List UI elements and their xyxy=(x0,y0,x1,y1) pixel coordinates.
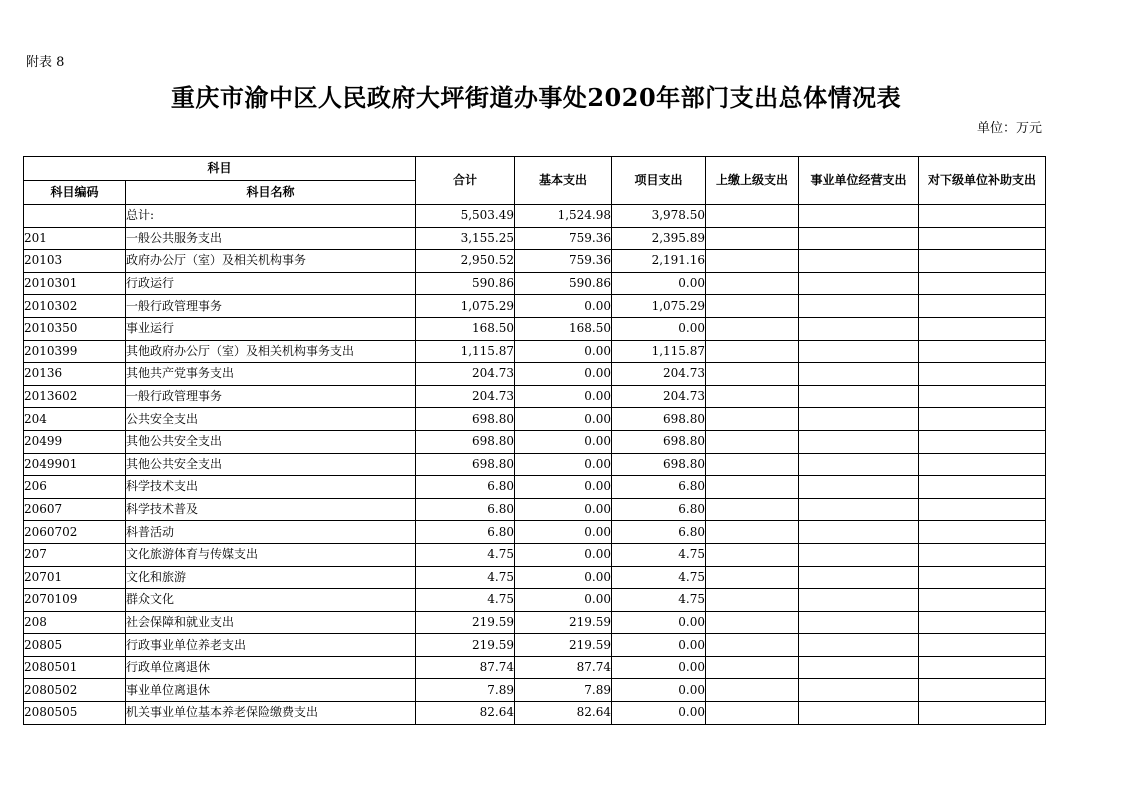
basic-cell: 219.59 xyxy=(515,634,612,657)
upper-cell xyxy=(706,430,799,453)
upper-cell xyxy=(706,340,799,363)
business-cell xyxy=(799,476,919,499)
table-row xyxy=(24,679,1046,702)
basic-cell: 0.00 xyxy=(515,408,612,431)
business-cell xyxy=(799,634,919,657)
subsidy-cell xyxy=(919,272,1046,295)
total-cell: 5,503.49 xyxy=(416,205,515,228)
basic-cell: 0.00 xyxy=(515,453,612,476)
project-cell: 204.73 xyxy=(612,363,706,386)
table-row xyxy=(24,430,1046,453)
subsidy-cell xyxy=(919,566,1046,589)
subsidy-cell xyxy=(919,679,1046,702)
upper-cell xyxy=(706,589,799,612)
subject-name-cell: 科普活动 xyxy=(126,521,416,544)
header-upper: 上缴上级支出 xyxy=(706,157,799,205)
header-business: 事业单位经营支出 xyxy=(799,157,919,205)
subject-code-cell: 2070109 xyxy=(24,589,126,612)
upper-cell xyxy=(706,227,799,250)
total-cell: 590.86 xyxy=(416,272,515,295)
basic-cell: 0.00 xyxy=(515,476,612,499)
project-cell: 0.00 xyxy=(612,611,706,634)
basic-cell: 0.00 xyxy=(515,430,612,453)
table-body xyxy=(24,205,1046,725)
project-cell: 204.73 xyxy=(612,385,706,408)
total-cell: 3,155.25 xyxy=(416,227,515,250)
business-cell xyxy=(799,589,919,612)
subject-code-cell: 2013602 xyxy=(24,385,126,408)
subject-code-cell: 20136 xyxy=(24,363,126,386)
subject-code-cell: 2010350 xyxy=(24,317,126,340)
project-cell: 0.00 xyxy=(612,656,706,679)
business-cell xyxy=(799,611,919,634)
total-cell: 698.80 xyxy=(416,408,515,431)
business-cell xyxy=(799,272,919,295)
upper-cell xyxy=(706,521,799,544)
total-cell: 219.59 xyxy=(416,634,515,657)
upper-cell xyxy=(706,453,799,476)
basic-cell: 759.36 xyxy=(515,227,612,250)
subsidy-cell xyxy=(919,317,1046,340)
subject-code-cell: 201 xyxy=(24,227,126,250)
basic-cell: 0.00 xyxy=(515,521,612,544)
subject-name-cell: 其他公共安全支出 xyxy=(126,453,416,476)
table-row xyxy=(24,272,1046,295)
upper-cell xyxy=(706,205,799,228)
subject-code-cell: 20805 xyxy=(24,634,126,657)
basic-cell: 82.64 xyxy=(515,702,612,725)
subject-name-cell: 行政单位离退休 xyxy=(126,656,416,679)
project-cell: 6.80 xyxy=(612,521,706,544)
subsidy-cell xyxy=(919,295,1046,318)
table-row xyxy=(24,385,1046,408)
total-cell: 6.80 xyxy=(416,521,515,544)
business-cell xyxy=(799,543,919,566)
basic-cell: 759.36 xyxy=(515,250,612,273)
total-cell: 698.80 xyxy=(416,453,515,476)
upper-cell xyxy=(706,634,799,657)
subject-name-cell: 一般行政管理事务 xyxy=(126,295,416,318)
total-cell: 4.75 xyxy=(416,566,515,589)
subsidy-cell xyxy=(919,453,1046,476)
table-row xyxy=(24,656,1046,679)
basic-cell: 0.00 xyxy=(515,295,612,318)
subsidy-cell xyxy=(919,430,1046,453)
basic-cell: 0.00 xyxy=(515,566,612,589)
upper-cell xyxy=(706,476,799,499)
basic-cell: 219.59 xyxy=(515,611,612,634)
project-cell: 6.80 xyxy=(612,476,706,499)
subject-name-cell: 一般行政管理事务 xyxy=(126,385,416,408)
total-cell: 6.80 xyxy=(416,476,515,499)
total-cell: 4.75 xyxy=(416,589,515,612)
project-cell: 3,978.50 xyxy=(612,205,706,228)
subject-name-cell: 科学技术支出 xyxy=(126,476,416,499)
basic-cell: 0.00 xyxy=(515,589,612,612)
business-cell xyxy=(799,679,919,702)
header-basic: 基本支出 xyxy=(515,157,612,205)
table-row xyxy=(24,453,1046,476)
header-subject-code: 科目编码 xyxy=(24,181,126,205)
subject-code-cell: 2010301 xyxy=(24,272,126,295)
business-cell xyxy=(799,521,919,544)
subject-name-cell: 机关事业单位基本养老保险缴费支出 xyxy=(126,702,416,725)
subsidy-cell xyxy=(919,543,1046,566)
subject-name-cell: 行政运行 xyxy=(126,272,416,295)
table-row xyxy=(24,634,1046,657)
total-cell: 4.75 xyxy=(416,543,515,566)
project-cell: 2,191.16 xyxy=(612,250,706,273)
business-cell xyxy=(799,340,919,363)
upper-cell xyxy=(706,566,799,589)
subject-code-cell xyxy=(24,205,126,228)
subject-name-cell: 事业运行 xyxy=(126,317,416,340)
header-subject: 科目 xyxy=(24,157,416,181)
subsidy-cell xyxy=(919,498,1046,521)
subject-code-cell: 2080501 xyxy=(24,656,126,679)
table-row xyxy=(24,363,1046,386)
upper-cell xyxy=(706,408,799,431)
table-row xyxy=(24,205,1046,228)
project-cell: 2,395.89 xyxy=(612,227,706,250)
project-cell: 4.75 xyxy=(612,566,706,589)
project-cell: 0.00 xyxy=(612,317,706,340)
subject-name-cell: 科学技术普及 xyxy=(126,498,416,521)
upper-cell xyxy=(706,363,799,386)
subject-code-cell: 2049901 xyxy=(24,453,126,476)
subject-name-cell: 文化旅游体育与传媒支出 xyxy=(126,543,416,566)
subject-code-cell: 20607 xyxy=(24,498,126,521)
project-cell: 698.80 xyxy=(612,430,706,453)
subject-name-cell: 总计: xyxy=(126,205,416,228)
upper-cell xyxy=(706,679,799,702)
business-cell xyxy=(799,385,919,408)
project-cell: 0.00 xyxy=(612,634,706,657)
total-cell: 7.89 xyxy=(416,679,515,702)
total-cell: 82.64 xyxy=(416,702,515,725)
subject-code-cell: 20499 xyxy=(24,430,126,453)
upper-cell xyxy=(706,250,799,273)
table-row xyxy=(24,250,1046,273)
business-cell xyxy=(799,453,919,476)
project-cell: 4.75 xyxy=(612,589,706,612)
subsidy-cell xyxy=(919,363,1046,386)
business-cell xyxy=(799,205,919,228)
subsidy-cell xyxy=(919,589,1046,612)
subsidy-cell xyxy=(919,227,1046,250)
basic-cell: 0.00 xyxy=(515,385,612,408)
total-cell: 1,115.87 xyxy=(416,340,515,363)
basic-cell: 0.00 xyxy=(515,498,612,521)
table-row xyxy=(24,589,1046,612)
total-cell: 2,950.52 xyxy=(416,250,515,273)
total-cell: 204.73 xyxy=(416,385,515,408)
table-row xyxy=(24,543,1046,566)
total-cell: 219.59 xyxy=(416,611,515,634)
total-cell: 1,075.29 xyxy=(416,295,515,318)
table-row xyxy=(24,295,1046,318)
basic-cell: 168.50 xyxy=(515,317,612,340)
project-cell: 698.80 xyxy=(612,453,706,476)
expenditure-table xyxy=(23,156,1046,725)
subject-name-cell: 政府办公厅（室）及相关机构事务 xyxy=(126,250,416,273)
table-row xyxy=(24,227,1046,250)
business-cell xyxy=(799,408,919,431)
subject-name-cell: 事业单位离退休 xyxy=(126,679,416,702)
subsidy-cell xyxy=(919,476,1046,499)
subject-name-cell: 一般公共服务支出 xyxy=(126,227,416,250)
business-cell xyxy=(799,363,919,386)
header-subject-name: 科目名称 xyxy=(126,181,416,205)
basic-cell: 1,524.98 xyxy=(515,205,612,228)
subject-code-cell: 2080505 xyxy=(24,702,126,725)
upper-cell xyxy=(706,498,799,521)
upper-cell xyxy=(706,272,799,295)
basic-cell: 590.86 xyxy=(515,272,612,295)
project-cell: 0.00 xyxy=(612,702,706,725)
table-row xyxy=(24,566,1046,589)
basic-cell: 0.00 xyxy=(515,363,612,386)
subject-name-cell: 行政事业单位养老支出 xyxy=(126,634,416,657)
subsidy-cell xyxy=(919,611,1046,634)
business-cell xyxy=(799,656,919,679)
business-cell xyxy=(799,430,919,453)
basic-cell: 0.00 xyxy=(515,543,612,566)
upper-cell xyxy=(706,611,799,634)
subsidy-cell xyxy=(919,205,1046,228)
subsidy-cell xyxy=(919,702,1046,725)
table-row xyxy=(24,340,1046,363)
basic-cell: 0.00 xyxy=(515,340,612,363)
subject-code-cell: 2060702 xyxy=(24,521,126,544)
total-cell: 204.73 xyxy=(416,363,515,386)
table-row xyxy=(24,498,1046,521)
table-row xyxy=(24,611,1046,634)
total-cell: 87.74 xyxy=(416,656,515,679)
page-title: 重庆市渝中区人民政府大坪街道办事处2020年部门支出总体情况表 xyxy=(170,83,902,112)
subsidy-cell xyxy=(919,656,1046,679)
unit-label: 单位：万元 xyxy=(977,121,1043,136)
business-cell xyxy=(799,295,919,318)
upper-cell xyxy=(706,317,799,340)
subject-code-cell: 20701 xyxy=(24,566,126,589)
basic-cell: 7.89 xyxy=(515,679,612,702)
total-cell: 6.80 xyxy=(416,498,515,521)
upper-cell xyxy=(706,543,799,566)
project-cell: 1,115.87 xyxy=(612,340,706,363)
subject-code-cell: 204 xyxy=(24,408,126,431)
header-total: 合计 xyxy=(416,157,515,205)
basic-cell: 87.74 xyxy=(515,656,612,679)
subsidy-cell xyxy=(919,521,1046,544)
subject-name-cell: 公共安全支出 xyxy=(126,408,416,431)
subject-name-cell: 文化和旅游 xyxy=(126,566,416,589)
total-cell: 698.80 xyxy=(416,430,515,453)
project-cell: 698.80 xyxy=(612,408,706,431)
header-subsidy: 对下级单位补助支出 xyxy=(919,157,1046,205)
project-cell: 6.80 xyxy=(612,498,706,521)
table-row xyxy=(24,317,1046,340)
business-cell xyxy=(799,250,919,273)
subject-name-cell: 其他共产党事务支出 xyxy=(126,363,416,386)
total-cell: 168.50 xyxy=(416,317,515,340)
project-cell: 0.00 xyxy=(612,272,706,295)
subject-code-cell: 206 xyxy=(24,476,126,499)
table-row xyxy=(24,408,1046,431)
subject-code-cell: 2010302 xyxy=(24,295,126,318)
subject-name-cell: 群众文化 xyxy=(126,589,416,612)
annex-label: 附表 8 xyxy=(26,55,65,70)
table-row xyxy=(24,521,1046,544)
subject-name-cell: 其他公共安全支出 xyxy=(126,430,416,453)
subsidy-cell xyxy=(919,408,1046,431)
project-cell: 4.75 xyxy=(612,543,706,566)
subsidy-cell xyxy=(919,634,1046,657)
upper-cell xyxy=(706,385,799,408)
business-cell xyxy=(799,317,919,340)
subsidy-cell xyxy=(919,250,1046,273)
subject-code-cell: 2080502 xyxy=(24,679,126,702)
subject-code-cell: 2010399 xyxy=(24,340,126,363)
table-row xyxy=(24,476,1046,499)
subsidy-cell xyxy=(919,385,1046,408)
table-row xyxy=(24,702,1046,725)
project-cell: 0.00 xyxy=(612,679,706,702)
upper-cell xyxy=(706,656,799,679)
upper-cell xyxy=(706,295,799,318)
business-cell xyxy=(799,566,919,589)
subject-code-cell: 208 xyxy=(24,611,126,634)
subsidy-cell xyxy=(919,340,1046,363)
business-cell xyxy=(799,498,919,521)
subject-code-cell: 20103 xyxy=(24,250,126,273)
subject-code-cell: 207 xyxy=(24,543,126,566)
subject-name-cell: 社会保障和就业支出 xyxy=(126,611,416,634)
business-cell xyxy=(799,702,919,725)
business-cell xyxy=(799,227,919,250)
subject-name-cell: 其他政府办公厅（室）及相关机构事务支出 xyxy=(126,340,416,363)
upper-cell xyxy=(706,702,799,725)
header-project: 项目支出 xyxy=(612,157,706,205)
project-cell: 1,075.29 xyxy=(612,295,706,318)
